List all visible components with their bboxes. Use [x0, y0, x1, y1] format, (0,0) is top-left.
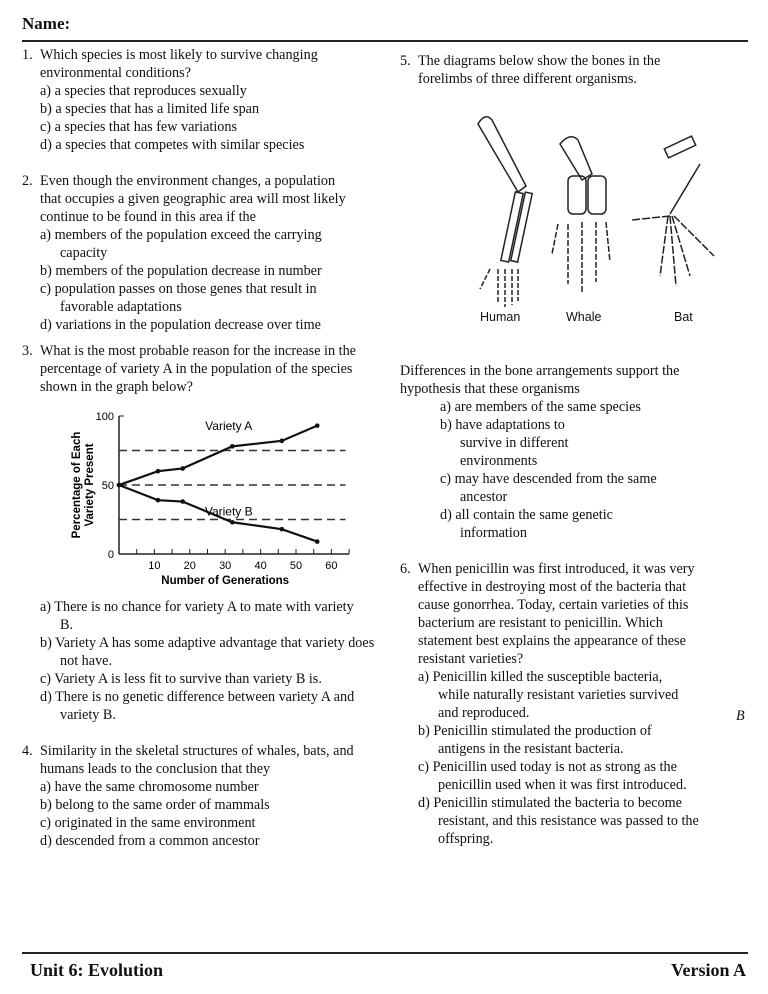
data-point [230, 520, 235, 525]
x-tick-label: 10 [148, 560, 161, 572]
left-column [22, 46, 390, 850]
y-axis-label-line: Percentage of Each [71, 431, 83, 539]
generations-line-chart [22, 404, 390, 590]
forelimb-diagram-block [400, 104, 740, 344]
q4-option-b: b) belong to the same order of mammals [40, 797, 270, 813]
right-column [400, 52, 740, 848]
q2-option-d: d) variations in the population decrease over time [40, 317, 321, 333]
data-point [280, 439, 285, 444]
label-whale: Whale [566, 310, 602, 324]
q5-option-d: d) all contain the same genetic information [440, 507, 613, 541]
q6-stem: When penicillin was first introduced, it was very effective in destroying most of the bacteria that cause gonorrhea. Today, certain varieties of this bacterium are resistant to penicillin. Which statement best explains the appearance of these resistant varieties? [418, 561, 695, 667]
data-point [280, 527, 285, 532]
q4-option-d: d) descended from a common ancestor [40, 833, 260, 849]
unit-title: Unit 6: Evolution [30, 960, 164, 980]
header-divider [22, 40, 748, 42]
footer-divider [22, 952, 748, 954]
q6-option-a: a) Penicillin killed the susceptible bacteria, while naturally resistant varieties survived and reproduced. [418, 669, 679, 721]
q1-option-b: b) a species that has a limited life span [40, 101, 260, 117]
answer-mark: B [736, 708, 745, 724]
whale-forelimb [552, 137, 610, 294]
q2-number: 2. [22, 173, 33, 189]
q1-option-d: d) a species that competes with similar species [40, 137, 305, 153]
data-point [180, 499, 185, 504]
q5-stem-2: Differences in the bone arrangements support the hypothesis that these organisms [400, 363, 680, 397]
question-1 [22, 46, 372, 154]
human-forelimb [478, 117, 532, 307]
label-human: Human [480, 310, 521, 324]
q2-stem: Even though the environment changes, a population that occupies a given geographic area will most likely continue to be found in this area if the [40, 173, 346, 225]
q3-option-a: a) There is no chance for variety A to mate with variety B. [40, 599, 354, 633]
y-axis-label-line: Variety Present [84, 443, 96, 527]
x-tick-label: 30 [219, 560, 232, 572]
q1-option-a: a) a species that reproduces sexually [40, 83, 247, 99]
x-tick-label: 60 [325, 560, 338, 572]
question-4 [22, 742, 390, 850]
question-5 [400, 52, 700, 88]
q5-part-2 [400, 362, 730, 542]
question-2 [22, 172, 352, 334]
series-label: Variety A [205, 418, 253, 433]
question-6 [400, 560, 710, 848]
name-label: Name: [22, 14, 71, 33]
q3-stem: What is the most probable reason for the increase in the percentage of variety A in the population of the species shown in the graph below? [40, 343, 356, 395]
q3-number: 3. [22, 343, 33, 359]
q4-option-a: a) have the same chromosome number [40, 779, 259, 795]
q1-option-c: c) a species that has few variations [40, 119, 237, 135]
x-tick-label: 20 [183, 560, 196, 572]
data-point [315, 423, 320, 428]
q5-option-c: c) may have descended from the same ancestor [440, 471, 657, 505]
q6-number: 6. [400, 561, 411, 577]
data-point [180, 466, 185, 471]
y-tick-label: 0 [107, 549, 114, 561]
q5-option-b: b) have adaptations to survive in different environments [440, 417, 569, 469]
q3-option-c: c) Variety A is less fit to survive than variety B is. [40, 671, 322, 687]
q1-stem: Which species is most likely to survive changing environmental conditions? [40, 47, 318, 81]
y-tick-label: 100 [95, 411, 114, 423]
q5-stem: The diagrams below show the bones in the forelimbs of three different organisms. [418, 53, 661, 87]
q3-option-d: d) There is no genetic difference between variety A and variety B. [40, 689, 355, 723]
q3-options [22, 598, 380, 724]
forelimb-bones-diagram [460, 104, 720, 309]
y-tick-label: 50 [101, 480, 114, 492]
version-label: Version A [671, 960, 746, 980]
data-point [117, 483, 122, 488]
q3-option-b: b) Variety A has some adaptive advantage that variety does not have. [40, 635, 375, 669]
x-axis-label: Number of Generations [161, 575, 290, 587]
data-point [315, 539, 320, 544]
q4-stem: Similarity in the skeletal structures of whales, bats, and humans leads to the conclusion that they [40, 743, 354, 777]
q2-option-c: c) population passes on those genes that result in favorable adaptations [40, 281, 317, 315]
q6-option-c: c) Penicillin used today is not as strong as the penicillin used when it was first introduced. [418, 759, 687, 793]
q2-option-a: a) members of the population exceed the carrying capacity [40, 227, 322, 261]
q6-option-d: d) Penicillin stimulated the bacteria to become resistant, and this resistance was passed to the offspring. [418, 795, 699, 847]
q5-option-a: a) are members of the same species [440, 399, 641, 415]
series-line-variety-a [119, 426, 317, 485]
q4-number: 4. [22, 743, 33, 759]
q1-number: 1. [22, 47, 33, 63]
q5-number: 5. [400, 53, 411, 69]
bat-forelimb [632, 136, 714, 286]
question-3 [22, 342, 390, 396]
x-tick-label: 50 [289, 560, 303, 572]
y-axis-label [71, 432, 96, 539]
q2-option-b: b) members of the population decrease in number [40, 263, 322, 279]
data-point [156, 469, 161, 474]
q6-option-b: b) Penicillin stimulated the production of antigens in the resistant bacteria. [418, 723, 652, 757]
data-point [230, 444, 235, 449]
data-point [156, 498, 161, 503]
label-bat: Bat [674, 310, 693, 324]
x-tick-label: 40 [254, 560, 267, 572]
q4-option-c: c) originated in the same environment [40, 815, 256, 831]
series-label: Variety B [204, 504, 253, 519]
